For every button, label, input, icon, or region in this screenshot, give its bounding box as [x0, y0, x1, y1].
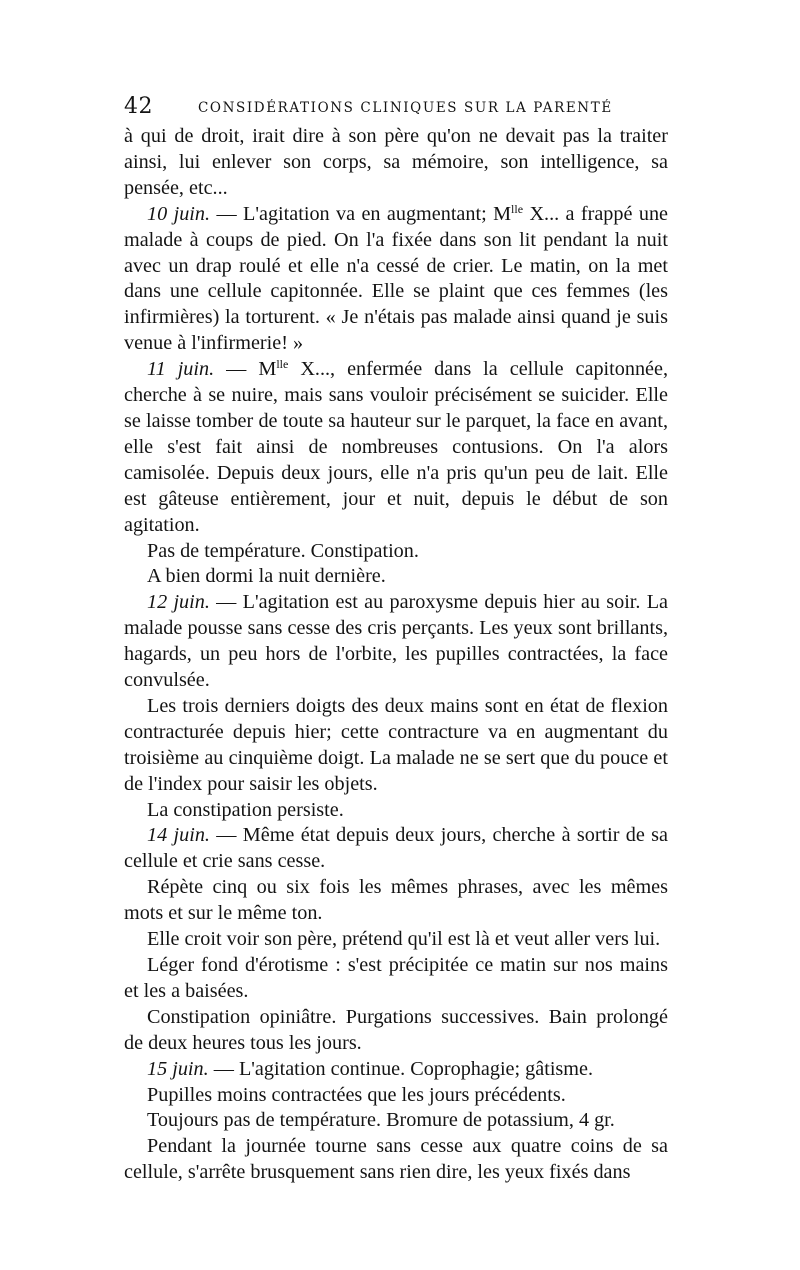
paragraph: Pupilles moins contractées que les jours précédents. [147, 1083, 566, 1106]
paragraph-text: — Même état depuis deux jours, cherche à sortir de sa cellule et crie sans cesse. [124, 824, 668, 873]
paragraph-text: — L'agitation va en augmentant; M [210, 202, 512, 225]
paragraph: Pas de température. Constipation. [147, 539, 419, 562]
paragraph-10-juin [124, 202, 668, 357]
paragraph: Répète cinq ou six fois les mêmes phrases, avec les mêmes mots et sur le même ton. [124, 876, 668, 925]
page-number: 42 [124, 94, 153, 119]
body-text [124, 124, 668, 1186]
paragraph-text: — L'agitation continue. Coprophagie; gâtisme. [208, 1057, 593, 1080]
paragraph: Toujours pas de température. Bromure de potassium, 4 gr. [147, 1109, 615, 1132]
paragraph-11-juin [124, 357, 668, 538]
running-title: CONSIDÉRATIONS CLINIQUES SUR LA PARENTÉ [198, 100, 613, 116]
paragraph-continuation: à qui de droit, irait dire à son père qu'on ne devait pas la traiter ainsi, lui enlever son corps, sa mémoire, son intelligence, sa pensée, etc... [124, 125, 668, 199]
paragraph-text: — L'agitation est au paroxysme depuis hier au soir. La malade pousse sans cesse des cris perçants. Les yeux sont brillants, hagards, un peu hors de l'orbite, les pupilles contractées, la face convulsée. [124, 591, 669, 692]
paragraph: Elle croit voir son père, prétend qu'il est là et veut aller vers lui. [147, 928, 661, 951]
paragraph: Pendant la journée tourne sans cesse aux quatre coins de sa cellule, s'arrête brusquement sans rien dire, les yeux fixés dans [124, 1135, 668, 1184]
superscript: lle [276, 357, 289, 372]
paragraph-text: X..., enfermée dans la cellule capitonnée, cherche à se nuire, mais sans vouloir précisément se suicider. Elle se laisse tomber de toute sa hauteur sur le parquet, la face en avant, elle s'est fait ainsi de nombreuses contusions. On l'a alors camisolée. Depuis deux jours, elle n'a pris qu'un peu de lait. Elle est gâteuse entièrement, jour et nuit, depuis le début de son agitation. [124, 358, 669, 536]
page-header [124, 94, 666, 122]
paragraph-15-juin [124, 1057, 668, 1083]
paragraph-text: — M [214, 358, 277, 381]
paragraph-14-juin [124, 823, 668, 875]
paragraph-12-juin [124, 590, 668, 694]
paragraph-text: X... a frappé une malade à coups de pied. On l'a fixée dans son lit pendant la nuit avec un drap roulé et elle n'a cessé de crier. Le matin, on la met dans une cellule capitonnée. Elle se plaint que ces femmes (les infirmières) la torturent. « Je n'étais pas malade ainsi quand je suis venue à l'infirmerie! » [124, 202, 669, 355]
superscript: lle [511, 201, 524, 216]
paragraph: Les trois derniers doigts des deux mains sont en état de flexion contracturée depuis hier; cette contracture va en augmentant du troisième au cinquième doigt. La malade ne se sert que du pouce et de l'index pour saisir les objets. [124, 694, 668, 795]
entry-date: 10 juin. [147, 202, 211, 225]
entry-date: 14 juin. [147, 824, 210, 847]
entry-date: 12 juin. [147, 591, 210, 614]
paragraph: La constipation persiste. [147, 798, 344, 821]
paragraph: Constipation opiniâtre. Purgations successives. Bain prolongé de deux heures tous les jours. [124, 1005, 668, 1054]
paragraph: A bien dormi la nuit dernière. [147, 565, 386, 588]
entry-date: 11 juin. [147, 358, 215, 381]
paragraph: Léger fond d'érotisme : s'est précipitée ce matin sur nos mains et les a baisées. [124, 954, 668, 1002]
entry-date: 15 juin. [147, 1057, 209, 1080]
